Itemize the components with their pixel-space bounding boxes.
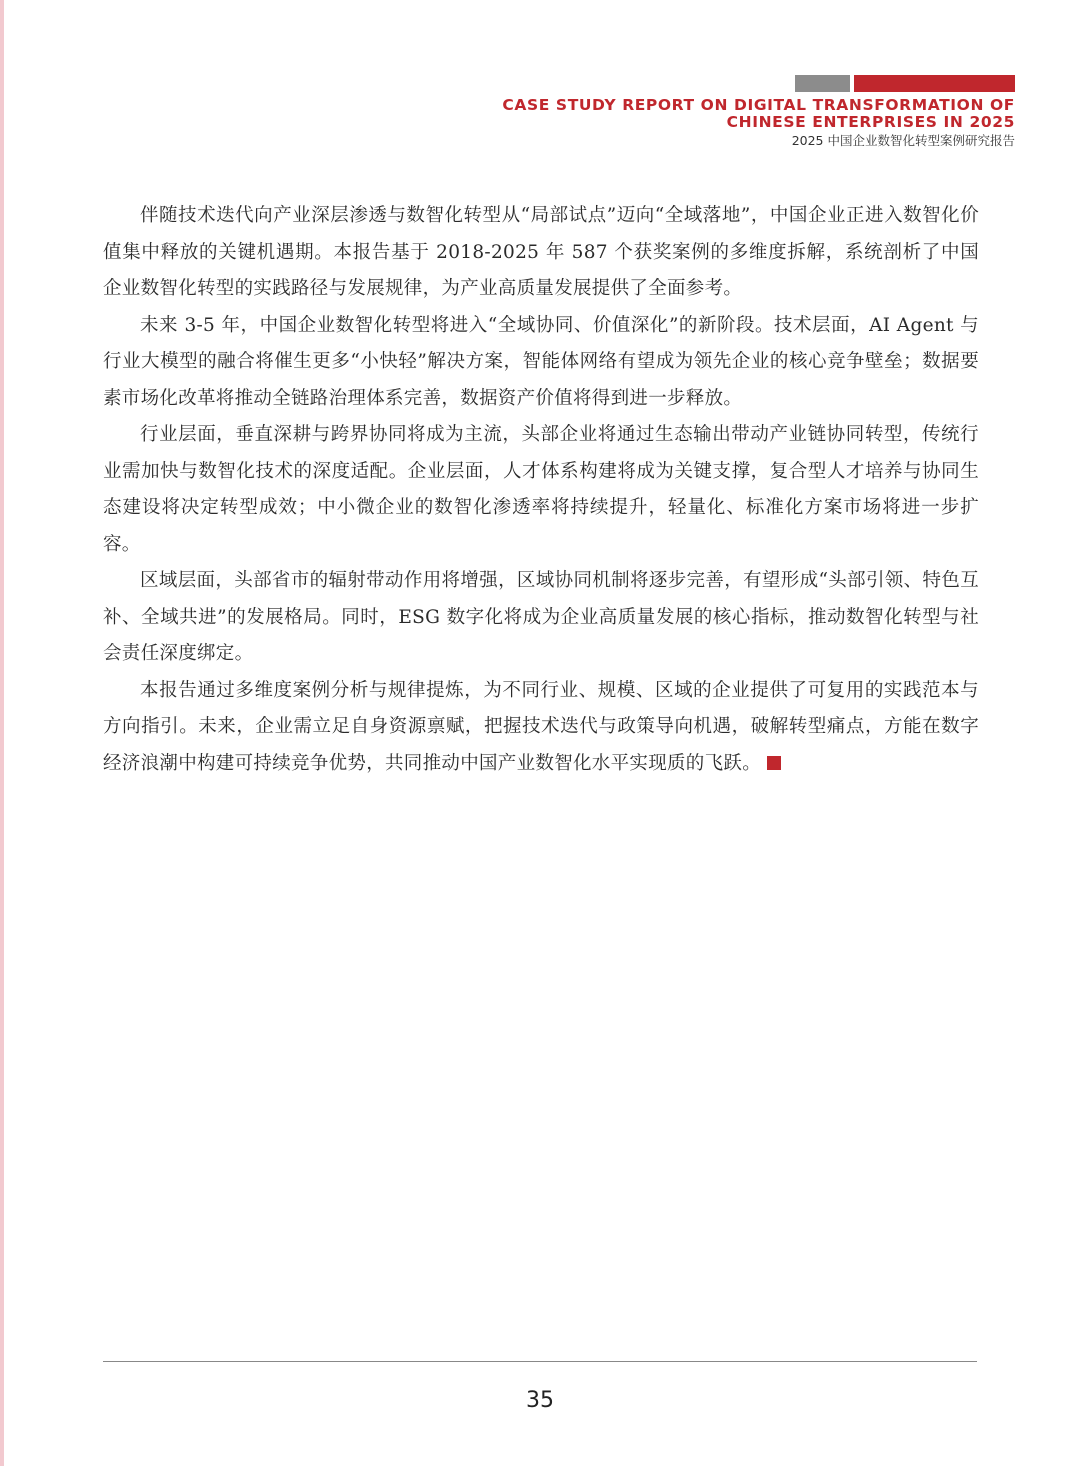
running-header [502,97,1015,149]
body-text [103,198,979,782]
paragraph-1: 伴随技术迭代向产业深层渗透与数智化转型从“局部试点”迈向“全域落地”，中国企业正进入数智化价值集中释放的关键机遇期。本报告基于 2018-2025 年 587 个获奖案例的多维度拆解，系统剖析了中国企业数智化转型的实践路径与发展规律，为产业高质量发展提供了全面参考。 [103,205,979,299]
paragraph-5-text: 本报告通过多维度案例分析与规律提炼，为不同行业、规模、区域的企业提供了可复用的实践范本与方向指引。未来，企业需立足自身资源禀赋，把握技术迭代与政策导向机遇，破解转型痛点，方能在数字经济浪潮中构建可持续竞争优势，共同推动中国产业数智化水平实现质的飞跃。 [103,679,979,774]
footer-rule [103,1361,977,1362]
header-bar-gray [795,75,850,92]
end-mark-icon [767,756,781,770]
paragraph-5 [103,673,979,783]
paragraph-3: 行业层面，垂直深耕与跨界协同将成为主流，头部企业将通过生态输出带动产业链协同转型，传统行业需加快与数智化技术的深度适配。企业层面，人才体系构建将成为关键支撑，复合型人才培养与协同生态建设将决定转型成效；中小微企业的数智化渗透率将持续提升，轻量化、标准化方案市场将进一步扩容。 [103,424,979,555]
header-title-en-line2: CHINESE ENTERPRISES IN 2025 [726,113,1015,131]
header-bar-red [854,75,1015,92]
header-color-bars [795,75,1015,92]
paragraph-2: 未来 3-5 年，中国企业数智化转型将进入“全域协同、价值深化”的新阶段。技术层面，AI Agent 与行业大模型的融合将催生更多“小快轻”解决方案，智能体网络有望成为领先企业的核心竞争壁垒；数据要素市场化改革将推动全链路治理体系完善，数据资产价值将得到进一步释放。 [103,314,979,409]
header-title-cn: 2025 中国企业数智化转型案例研究报告 [791,133,1015,148]
header-title-en-line1: CASE STUDY REPORT ON DIGITAL TRANSFORMATION OF [502,96,1015,114]
paragraph-4: 区域层面，头部省市的辐射带动作用将增强，区域协同机制将逐步完善，有望形成“头部引领、特色互补、全域共进”的发展格局。同时，ESG 数字化将成为企业高质量发展的核心指标，推动数智化转型与社会责任深度绑定。 [103,570,979,664]
page-number: 35 [526,1388,554,1413]
page-edge-stripe [0,0,4,1466]
